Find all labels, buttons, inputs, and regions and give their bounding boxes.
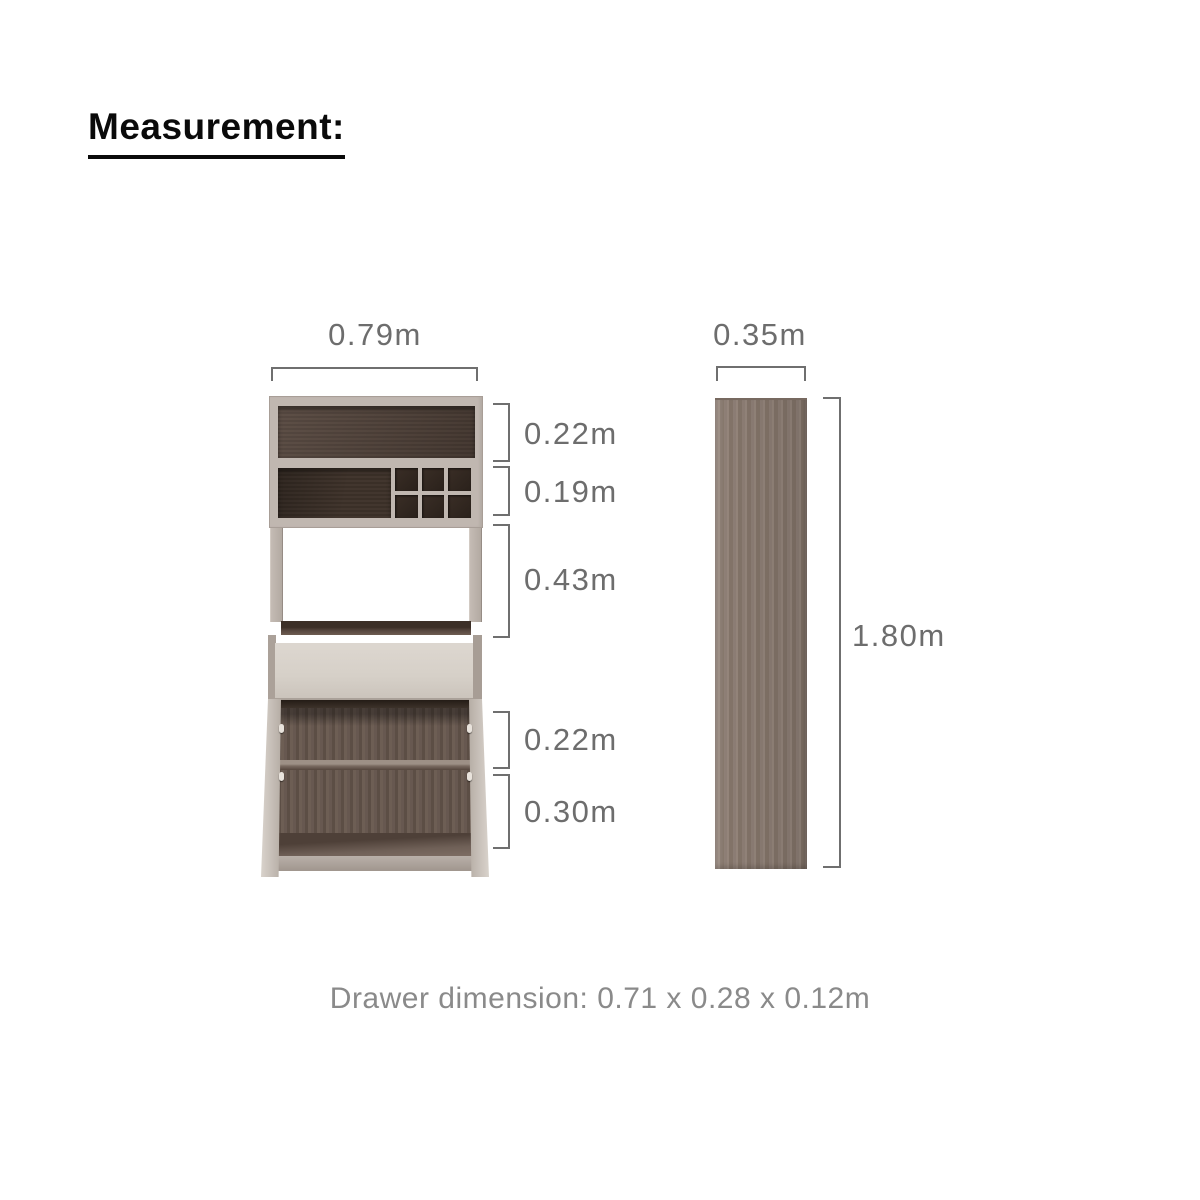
front-view-hutch xyxy=(269,396,483,528)
front-section3-bracket xyxy=(493,525,509,637)
drawer-shadow-gap xyxy=(275,700,473,708)
hinge-icon xyxy=(279,772,284,781)
lower-cabinet-shelf xyxy=(275,760,473,770)
wine-cubby xyxy=(422,468,445,491)
lower-cabinet-interior xyxy=(275,708,473,833)
wine-cubby xyxy=(448,468,471,491)
front-section4-bracket xyxy=(493,712,509,768)
side-view-panel xyxy=(715,398,807,869)
hinge-icon xyxy=(279,724,284,733)
lower-cabinet-floor xyxy=(275,833,473,856)
side-width-label: 0.35m xyxy=(713,317,807,352)
page-title: Measurement: xyxy=(88,106,345,159)
wine-cubby xyxy=(448,495,471,518)
wine-cubby xyxy=(422,495,445,518)
wine-rack xyxy=(391,468,475,518)
left-post xyxy=(270,528,283,622)
cabinet-base xyxy=(275,856,473,871)
front-section5-bracket xyxy=(493,775,509,848)
front-view-lower-cabinet xyxy=(268,635,482,871)
hinge-icon xyxy=(467,772,472,781)
right-post xyxy=(469,528,482,622)
countertop-shelf xyxy=(281,621,471,635)
front-section2-label: 0.19m xyxy=(524,474,618,509)
front-width-label: 0.79m xyxy=(328,317,422,352)
hinge-icon xyxy=(467,724,472,733)
front-section2-bracket xyxy=(493,467,509,515)
drawer-dimension-note: Drawer dimension: 0.71 x 0.28 x 0.12m xyxy=(329,982,871,1015)
front-section3-label: 0.43m xyxy=(524,562,618,597)
front-section1-label: 0.22m xyxy=(524,416,618,451)
hutch-lower-shelf-panel xyxy=(278,468,391,518)
front-section1-bracket xyxy=(493,404,509,461)
front-section4-label: 0.22m xyxy=(524,722,618,757)
side-height-label: 1.80m xyxy=(852,618,946,653)
side-height-bracket xyxy=(823,398,840,867)
drawer-front xyxy=(275,643,473,700)
hutch-open-shelf xyxy=(278,406,475,458)
wine-cubby xyxy=(395,468,418,491)
wine-cubby xyxy=(395,495,418,518)
side-width-bracket xyxy=(717,367,805,381)
front-section5-label: 0.30m xyxy=(524,794,618,829)
front-width-bracket xyxy=(272,368,477,381)
